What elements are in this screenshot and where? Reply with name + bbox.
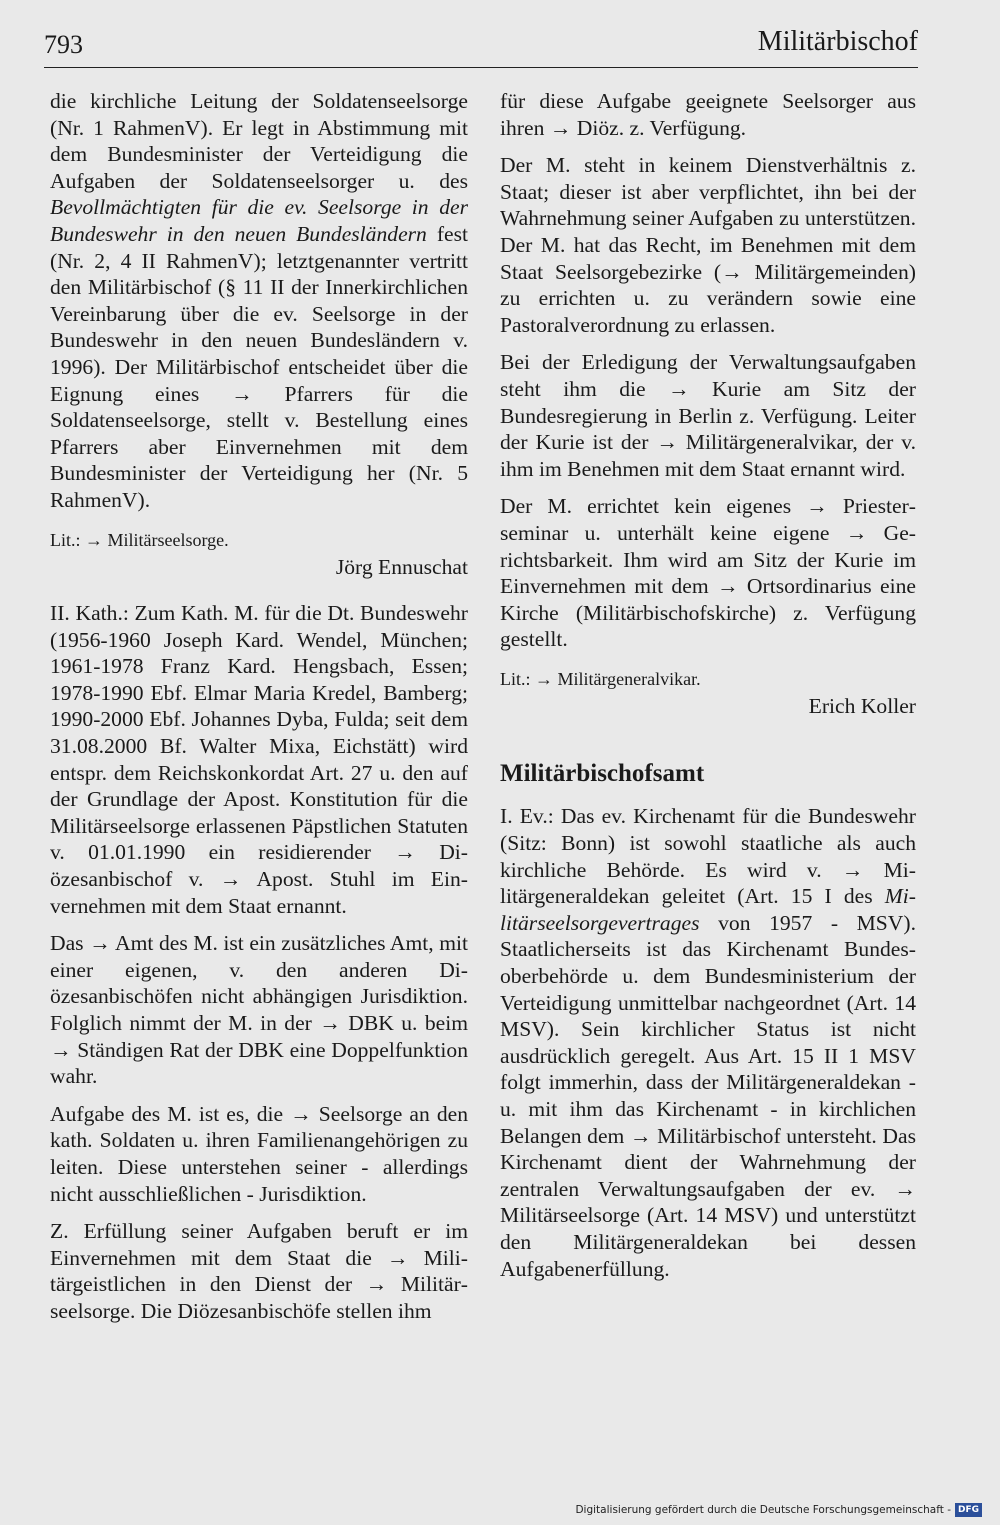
paragraph: Der M. errichtet kein eigenes → Priesterseminar u. unterhält keine eigene → Gerichtsbarkeit. Ihm wird am Sitz der Kurie im Einvernehmen mit dem → Ortsordinarius eine Kirche (Militärbischofskirche) z. Verfügung gestellt. xyxy=(500,494,916,652)
author-signature: Jörg Ennuschat xyxy=(335,554,468,579)
paragraph: Der M. steht in keinem Dienstverhältnis z. Staat; dieser ist aber verpflichtet, ihn bei der Wahrnehmung seiner Aufgaben zu unterstützen. Der M. hat das Recht, im Benehmen mit dem Staat Seelsorgebezirke (→ Militärgemeinden) zu errichten u. zu verändern sowie eine Pastoralverordnung zu erlassen. xyxy=(500,153,916,337)
paragraph: die kirchliche Leitung der Soldatenseelsorge (Nr. 1 RahmenV). Er legt in Abstimmung mit dem Bundesminister der Verteidigung die Aufgaben der Soldatenseelsorger u. des Bevollmächtigten für die ev. Seelsorge in der Bundeswehr in den neuen Bundesländern fest (Nr. 2, 4 II RahmenV); letztgenannter vertritt den Militärbischof (§ 11 II der Innerkirchlichen Vereinbarung über die ev. Seelsorge in der Bundeswehr in den neuen Bundesländern v. 1996). Der Militärbischof entscheidet über die Eignung eines → Pfarrers für die Soldatenseelsorge, stellt v. Bestellung eines Pfarrers aber Einvernehmen mit dem Bundesminister der Verteidigung her (Nr. 5 RahmenV). xyxy=(50,89,468,512)
emphasis: Militärseelsorgevertrages xyxy=(500,884,916,935)
page-number: 793 xyxy=(44,30,83,59)
paragraph: I. Ev.: Das ev. Kirchenamt für die Bundeswehr (Sitz: Bonn) ist sowohl staatliche als auch kirchliche Behörde. Es wird v. → Militärgeneraldekan geleitet (Art. 15 I des Militärseelsorgevertrages von 1957 - MSV). Staatlicherseits ist das Kirchenamt Bundesoberbehörde u. dem Bundesministerium der Verteidigung unmittelbar nachgeordnet (Art. 14 MSV). Sein kirchlicher Status ist nicht ausdrücklich geregelt. Aus Art. 15 II 1 MSV folgt immerhin, dass der Militärgeneraldekan - u. mit ihm das Kirchenamt - in kirchlichen Belangen dem → Militärbischof untersteht. Das Kirchenamt dient der Wahrnehmung der zentralen Verwaltungsaufgaben der ev. → Militärseelsorge (Art. 14 MSV) und unterstützt den Militärgeneraldekan bei dessen Aufgabenerfüllung. xyxy=(500,804,916,1281)
paragraph: Z. Erfüllung seiner Aufgaben beruft er im Einvernehmen mit dem Staat die → Militärgeistlichen in den Dienst der → Militärseelsorge. Die Diözesanbischöfe stellen ihm xyxy=(50,1219,468,1323)
dfg-logo: DFG xyxy=(955,1503,982,1517)
literature-reference: Lit.: → Militärgeneralvikar. xyxy=(500,668,701,689)
paragraph: für diese Aufgabe geeignete Seelsorger aus ihren → Diöz. z. Verfügung. xyxy=(500,89,916,140)
paragraph: Das → Amt des M. ist ein zusätzliches Amt, mit einer eigenen, v. den anderen Diözesanbischöfen nicht abhängigen Jurisdiktion. Folglich nimmt der M. in der → DBK u. beim → Ständigen Rat der DBK eine Doppelfunktion wahr. xyxy=(50,931,468,1089)
literature-reference: Lit.: → Militärseelsorge. xyxy=(50,529,229,550)
running-head: Militärbischof xyxy=(757,26,918,57)
paragraph: Aufgabe des M. ist es, die → Seelsorge an den kath. Soldaten u. ihren Familienangehörigen zu leiten. Diese unterstehen seiner - allerdings nicht ausschließlichen - Jurisdiktion. xyxy=(50,1101,468,1206)
header-rule xyxy=(44,67,918,68)
digitization-footer xyxy=(575,1503,982,1517)
right-column xyxy=(500,88,916,1293)
entry-title: Militärbischofsamt xyxy=(500,760,705,788)
left-column xyxy=(50,88,468,1336)
emphasis: Bevollmächtigten für die ev. Seelsorge in der Bundeswehr in den neuen Bundesländern xyxy=(50,195,468,246)
author-signature: Erich Koller xyxy=(808,693,916,718)
paragraph: II. Kath.: Zum Kath. M. für die Dt. Bundeswehr (1956-1960 Joseph Kard. Wendel, München; 1961-1978 Franz Kard. Hengsbach, Essen; 1978-1990 Ebf. Elmar Maria Kredel, Bamberg; 1990-2000 Ebf. Johannes Dyba, Fulda; seit dem 31.08.2000 Bf. Walter Mixa, Eichstätt) wird entspr. dem Reichskonkordat Art. 27 u. den auf der Grundlage der Apost. Konstitution für die Militärseelsorge erlassenen Päpstlichen Statuten v. 01.01.1990 ein residierender → Diözesanbischof v. → Apost. Stuhl im Einvernehmen mit dem Staat ernannt. xyxy=(50,601,468,918)
paragraph: Bei der Erledigung der Verwaltungsaufgaben steht ihm die → Kurie am Sitz der Bundesregierung in Berlin z. Verfügung. Leiter der Kurie ist der → Militärgeneralvikar, der v. ihm im Benehmen mit dem Staat ernannt wird. xyxy=(500,350,916,481)
footer-text: Digitalisierung gefördert durch die Deutsche Forschungsgemeinschaft - xyxy=(575,1504,951,1516)
